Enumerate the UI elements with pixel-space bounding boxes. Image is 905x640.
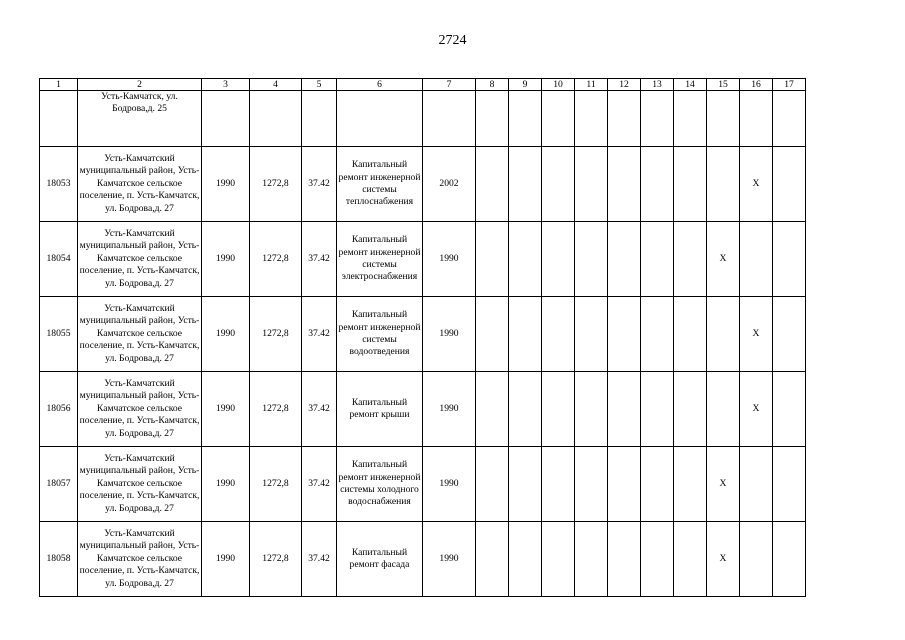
cell-address: Усть-Камчатский муниципальный район, Усть-Камчатское сельское поселение, п. Усть-Камчатск, ул. Бодрова,д. 27	[78, 222, 202, 297]
cell-last-repair: 2002	[423, 147, 476, 222]
cell-work: Капитальный ремонт крыши	[337, 372, 423, 447]
column-header: 6	[337, 79, 423, 91]
column-header: 3	[202, 79, 250, 91]
cell-empty	[302, 91, 337, 147]
cell-empty	[740, 91, 773, 147]
table-row	[40, 522, 806, 597]
cell-col-10	[542, 222, 575, 297]
cell-address: Усть-Камчатский муниципальный район, Усть-Камчатское сельское поселение, п. Усть-Камчатск, ул. Бодрова,д. 27	[78, 297, 202, 372]
cell-wear: 37.42	[302, 297, 337, 372]
cell-year: 1990	[202, 222, 250, 297]
cell-col-8	[476, 372, 509, 447]
cell-col-8	[476, 147, 509, 222]
cell-work: Капитальный ремонт фасада	[337, 522, 423, 597]
column-header: 13	[641, 79, 674, 91]
cell-col-14	[674, 222, 707, 297]
cell-col-16	[740, 522, 773, 597]
cell-col-16: X	[740, 297, 773, 372]
table-row	[40, 147, 806, 222]
cell-col-12	[608, 222, 641, 297]
cell-empty	[674, 91, 707, 147]
cell-area: 1272,8	[250, 522, 302, 597]
cell-year: 1990	[202, 147, 250, 222]
cell-col-16	[740, 222, 773, 297]
cell-col-13	[641, 222, 674, 297]
cell-col-9	[509, 147, 542, 222]
cell-address: Усть-Камчатский муниципальный район, Усть-Камчатское сельское поселение, п. Усть-Камчатск, ул. Бодрова,д. 27	[78, 447, 202, 522]
cell-address: Усть-Камчатск, ул. Бодрова,д. 25	[78, 91, 202, 147]
cell-empty	[509, 91, 542, 147]
cell-wear: 37.42	[302, 222, 337, 297]
cell-col-10	[542, 447, 575, 522]
cell-work: Капитальный ремонт инженерной системы электроснабжения	[337, 222, 423, 297]
cell-col-12	[608, 522, 641, 597]
cell-address: Усть-Камчатский муниципальный район, Усть-Камчатское сельское поселение, п. Усть-Камчатск, ул. Бодрова,д. 27	[78, 522, 202, 597]
cell-col-11	[575, 522, 608, 597]
cell-area: 1272,8	[250, 447, 302, 522]
cell-work: Капитальный ремонт инженерной системы теплоснабжения	[337, 147, 423, 222]
column-header: 7	[423, 79, 476, 91]
cell-col-8	[476, 297, 509, 372]
cell-col-13	[641, 522, 674, 597]
cell-col-14	[674, 297, 707, 372]
continuation-row	[40, 91, 806, 147]
cell-empty	[575, 91, 608, 147]
column-header: 9	[509, 79, 542, 91]
table-row	[40, 297, 806, 372]
cell-year: 1990	[202, 372, 250, 447]
page-number: 2724	[438, 33, 467, 48]
cell-col-17	[773, 447, 806, 522]
cell-col-11	[575, 447, 608, 522]
cell-col-17	[773, 522, 806, 597]
column-header: 5	[302, 79, 337, 91]
column-header: 15	[707, 79, 740, 91]
cell-col-12	[608, 147, 641, 222]
cell-col-14	[674, 522, 707, 597]
cell-col-15	[707, 147, 740, 222]
cell-id: 18056	[40, 372, 78, 447]
register-table	[39, 78, 806, 597]
cell-id: 18055	[40, 297, 78, 372]
cell-wear: 37.42	[302, 147, 337, 222]
cell-id: 18058	[40, 522, 78, 597]
cell-col-11	[575, 147, 608, 222]
cell-col-11	[575, 372, 608, 447]
cell-address: Усть-Камчатский муниципальный район, Усть-Камчатское сельское поселение, п. Усть-Камчатск, ул. Бодрова,д. 27	[78, 372, 202, 447]
cell-col-17	[773, 222, 806, 297]
cell-col-9	[509, 372, 542, 447]
cell-empty	[608, 91, 641, 147]
cell-empty	[250, 91, 302, 147]
cell-col-10	[542, 147, 575, 222]
column-header: 2	[78, 79, 202, 91]
cell-wear: 37.42	[302, 447, 337, 522]
cell-area: 1272,8	[250, 372, 302, 447]
column-header: 1	[40, 79, 78, 91]
cell-id: 18057	[40, 447, 78, 522]
cell-col-11	[575, 297, 608, 372]
cell-col-15: X	[707, 447, 740, 522]
cell-empty	[476, 91, 509, 147]
cell-wear: 37.42	[302, 372, 337, 447]
cell-empty	[707, 91, 740, 147]
cell-col-12	[608, 447, 641, 522]
cell-col-12	[608, 297, 641, 372]
cell-col-10	[542, 372, 575, 447]
cell-col-13	[641, 297, 674, 372]
cell-col-17	[773, 147, 806, 222]
cell-work: Капитальный ремонт инженерной системы холодного водоснабжения	[337, 447, 423, 522]
column-header: 11	[575, 79, 608, 91]
cell-col-8	[476, 222, 509, 297]
cell-col-9	[509, 297, 542, 372]
column-header: 17	[773, 79, 806, 91]
cell-col-15: X	[707, 222, 740, 297]
cell-id: 18053	[40, 147, 78, 222]
cell-year: 1990	[202, 297, 250, 372]
cell-last-repair: 1990	[423, 297, 476, 372]
cell-last-repair: 1990	[423, 372, 476, 447]
cell-col-16: X	[740, 147, 773, 222]
cell-col-13	[641, 372, 674, 447]
column-number-row	[40, 79, 806, 91]
cell-year: 1990	[202, 522, 250, 597]
cell-year: 1990	[202, 447, 250, 522]
cell-col-9	[509, 447, 542, 522]
cell-col-16: X	[740, 372, 773, 447]
cell-area: 1272,8	[250, 222, 302, 297]
column-header: 4	[250, 79, 302, 91]
cell-empty	[202, 91, 250, 147]
cell-id: 18054	[40, 222, 78, 297]
cell-col-14	[674, 447, 707, 522]
column-header: 16	[740, 79, 773, 91]
cell-col-11	[575, 222, 608, 297]
cell-work: Капитальный ремонт инженерной системы водоотведения	[337, 297, 423, 372]
cell-col-10	[542, 297, 575, 372]
cell-col-13	[641, 147, 674, 222]
cell-col-15: X	[707, 522, 740, 597]
column-header: 8	[476, 79, 509, 91]
cell-wear: 37.42	[302, 522, 337, 597]
cell-col-9	[509, 222, 542, 297]
cell-col-13	[641, 447, 674, 522]
cell-empty	[423, 91, 476, 147]
cell-col-14	[674, 372, 707, 447]
cell-col-15	[707, 297, 740, 372]
cell-col-10	[542, 522, 575, 597]
cell-col-14	[674, 147, 707, 222]
cell-col-17	[773, 297, 806, 372]
cell-col-8	[476, 522, 509, 597]
table-row	[40, 372, 806, 447]
cell-empty	[773, 91, 806, 147]
column-header: 12	[608, 79, 641, 91]
column-header: 10	[542, 79, 575, 91]
cell-empty	[542, 91, 575, 147]
cell-area: 1272,8	[250, 297, 302, 372]
cell-last-repair: 1990	[423, 222, 476, 297]
cell-last-repair: 1990	[423, 522, 476, 597]
cell-id	[40, 91, 78, 147]
cell-col-17	[773, 372, 806, 447]
cell-col-8	[476, 447, 509, 522]
cell-empty	[337, 91, 423, 147]
cell-col-9	[509, 522, 542, 597]
column-header: 14	[674, 79, 707, 91]
cell-col-15	[707, 372, 740, 447]
cell-empty	[641, 91, 674, 147]
cell-col-16	[740, 447, 773, 522]
cell-area: 1272,8	[250, 147, 302, 222]
cell-col-12	[608, 372, 641, 447]
table-row	[40, 222, 806, 297]
cell-address: Усть-Камчатский муниципальный район, Усть-Камчатское сельское поселение, п. Усть-Камчатск, ул. Бодрова,д. 27	[78, 147, 202, 222]
cell-last-repair: 1990	[423, 447, 476, 522]
table-row	[40, 447, 806, 522]
